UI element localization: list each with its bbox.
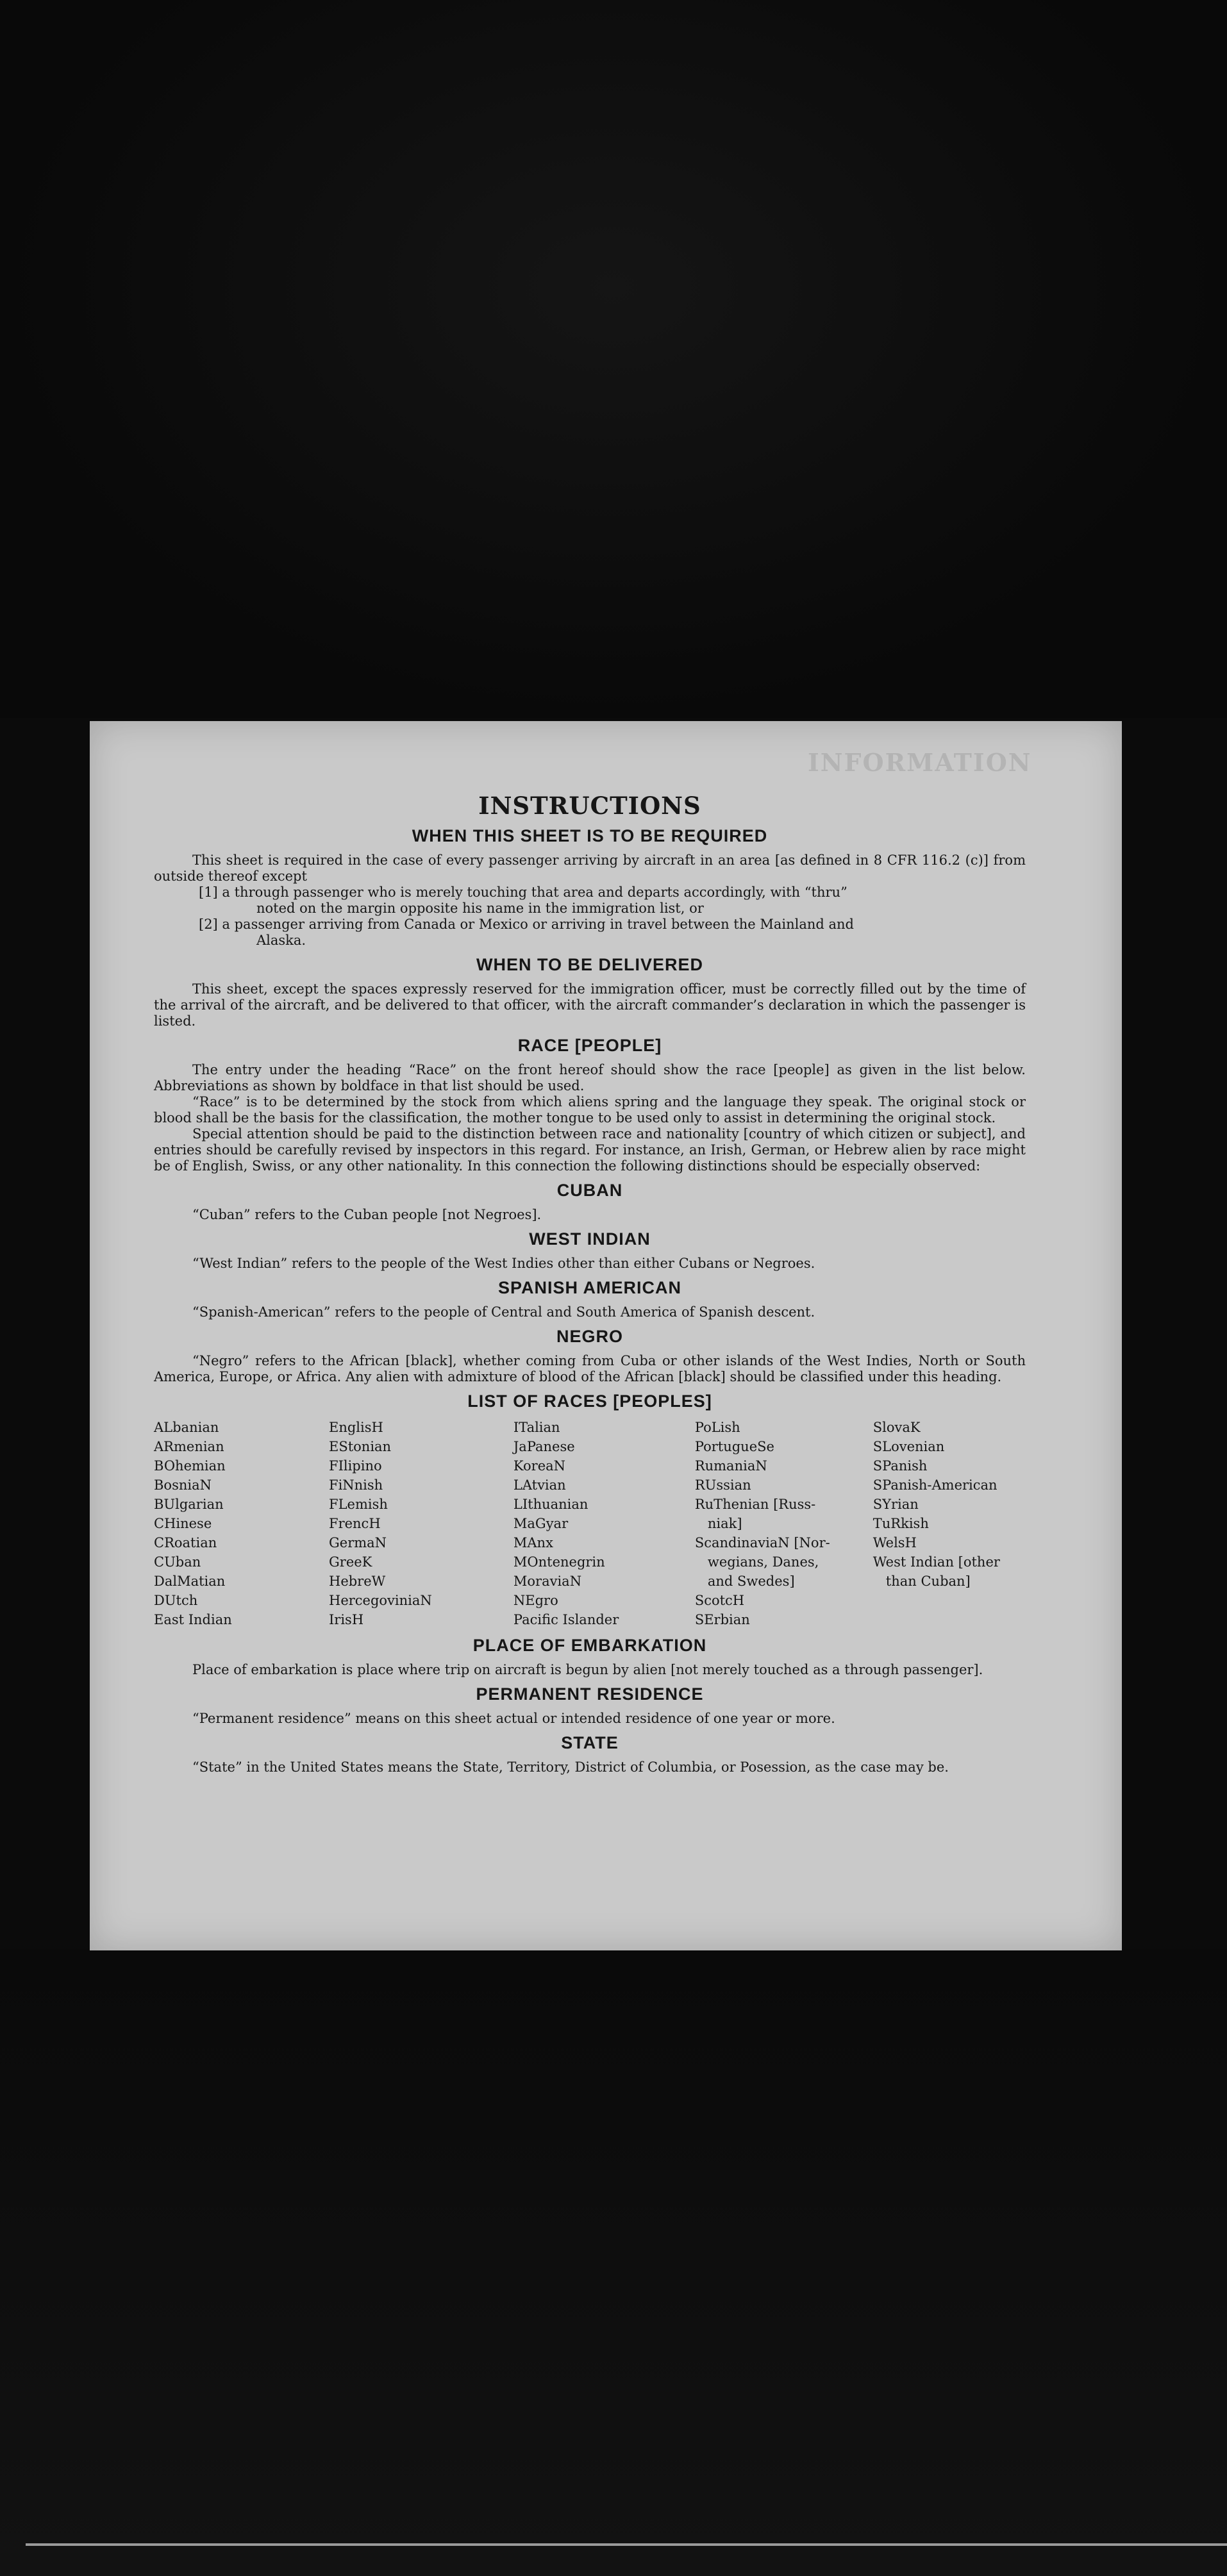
instruction-sheet bbox=[90, 721, 1122, 1950]
race-entry: FrencH bbox=[329, 1516, 381, 1531]
film-edge-line bbox=[26, 2543, 1227, 2546]
race-entry: LIthuanian bbox=[513, 1497, 588, 1512]
race-entry: HercegoviniaN bbox=[329, 1593, 432, 1608]
race-entry: ARmenian bbox=[154, 1439, 224, 1454]
race-column-1 bbox=[154, 1418, 329, 1629]
race-entry: ScandinaviaN [Nor- bbox=[694, 1535, 830, 1550]
race-entry: BUlgarian bbox=[154, 1497, 224, 1512]
race-entry: DUtch bbox=[154, 1593, 198, 1608]
race-entry: KoreaN bbox=[513, 1458, 566, 1474]
race-entry: Pacific Islander bbox=[513, 1612, 619, 1627]
page-title: INSTRUCTIONS bbox=[478, 792, 701, 820]
heading-spanish-american: SPANISH AMERICAN bbox=[497, 1278, 681, 1297]
heading-embarkation: PLACE OF EMBARKATION bbox=[472, 1636, 707, 1655]
race-entry: HebreW bbox=[329, 1574, 386, 1589]
race-entry: IrisH bbox=[329, 1612, 364, 1627]
residence-text: “Permanent residence” means on this sheet actual or intended residence of one year or more. bbox=[192, 1711, 835, 1726]
race-entry: FiNnish bbox=[329, 1477, 383, 1493]
race-entry: SYrian bbox=[872, 1497, 919, 1512]
race-entry: RumaniaN bbox=[694, 1458, 767, 1474]
race-entry: West Indian [other bbox=[872, 1554, 1000, 1570]
race-entry: TuRkish bbox=[872, 1516, 929, 1531]
state-text: “State” in the United States means the State, Territory, District of Columbia, or Posession, as the case may be. bbox=[192, 1759, 949, 1775]
race-entry: RuThenian [Russ- bbox=[694, 1497, 816, 1512]
race-entry: FIlipino bbox=[329, 1458, 382, 1474]
scan-background-top bbox=[0, 0, 1227, 718]
heading-residence: PERMANENT RESIDENCE bbox=[476, 1684, 704, 1704]
negro-text: “Negro” refers to the African [black], whether coming from Cuba or other islands of the West Indies, North or South America, Europe, or Africa. Any alien with admixture of blood of the African [black] should be classified under this heading. bbox=[154, 1353, 1026, 1384]
race-entry: SlovaK bbox=[872, 1420, 921, 1435]
sheet-content bbox=[154, 792, 1026, 1775]
race-entry: PortugueSe bbox=[694, 1439, 774, 1454]
race-entry: LAtvian bbox=[513, 1477, 566, 1493]
race-column-2 bbox=[329, 1418, 513, 1629]
cuban-text: “Cuban” refers to the Cuban people [not Negroes]. bbox=[192, 1207, 542, 1222]
race-entry: MaGyar bbox=[513, 1516, 569, 1531]
heading-state: STATE bbox=[561, 1733, 619, 1752]
race-entry: MoraviaN bbox=[513, 1574, 582, 1589]
race-entry: ScotcH bbox=[694, 1593, 745, 1608]
race-column-4 bbox=[695, 1418, 873, 1629]
race-entry: SErbian bbox=[694, 1612, 750, 1627]
race-entry: than Cuban] bbox=[872, 1574, 971, 1589]
race-paragraph-2: “Race” is to be determined by the stock from which aliens spring and the language they speak. The original stock or blood shall be the basis for the classification, the mother tongue to be used only to assist in determining the original stock. bbox=[154, 1094, 1026, 1126]
race-entry: FLemish bbox=[329, 1497, 388, 1512]
race-entry: NEgro bbox=[513, 1593, 558, 1608]
required-intro: This sheet is required in the case of every passenger arriving by aircraft in an area [as defined in 8 CFR 116.2 (c)] from outside thereof except bbox=[154, 852, 1026, 884]
race-entry: CHinese bbox=[154, 1516, 212, 1531]
race-entry: ITalian bbox=[513, 1420, 560, 1435]
exception-1: [1] a through passenger who is merely touching that area and departs accordingly, with “thru” noted on the margin opposite his name in the immigration list, or bbox=[199, 885, 847, 916]
race-entry: DalMatian bbox=[154, 1574, 226, 1589]
race-entry: EnglisH bbox=[329, 1420, 383, 1435]
heading-required: WHEN THIS SHEET IS TO BE REQUIRED bbox=[412, 826, 768, 845]
race-entry: ALbanian bbox=[154, 1420, 219, 1435]
heading-negro: NEGRO bbox=[556, 1327, 623, 1346]
race-entry: CUban bbox=[154, 1554, 201, 1570]
race-entry: BOhemian bbox=[154, 1458, 226, 1474]
race-entry: WelsH bbox=[872, 1535, 917, 1550]
race-entry: GreeK bbox=[329, 1554, 372, 1570]
race-entry: SPanish-American bbox=[872, 1477, 997, 1493]
embarkation-text: Place of embarkation is place where trip on aircraft is begun by alien [not merely touched as a through passenger]. bbox=[192, 1662, 983, 1677]
race-column-3 bbox=[513, 1418, 695, 1629]
race-entry: MOntenegrin bbox=[513, 1554, 605, 1570]
race-paragraph-3: Special attention should be paid to the distinction between race and nationality [country of which citizen or subject], and entries should be carefully revised by inspectors in this regard. For instance, an Irish, German, or Hebrew alien by race might be of English, Swiss, or any other nationality. In this connection the following distinctions should be especially observed: bbox=[154, 1126, 1026, 1174]
race-entry: RUssian bbox=[694, 1477, 751, 1493]
race-entry: SPanish bbox=[872, 1458, 928, 1474]
heading-race-list: LIST OF RACES [PEOPLES] bbox=[467, 1392, 712, 1411]
bleed-through-text: INFORMATION bbox=[808, 748, 1032, 777]
race-entry: SLovenian bbox=[872, 1439, 945, 1454]
race-entry: CRoatian bbox=[154, 1535, 217, 1550]
heading-cuban: CUBAN bbox=[556, 1181, 623, 1200]
heading-delivered: WHEN TO BE DELIVERED bbox=[476, 955, 704, 974]
race-entry: MAnx bbox=[513, 1535, 553, 1550]
race-entry: PoLish bbox=[694, 1420, 740, 1435]
west-indian-text: “West Indian” refers to the people of the West Indies other than either Cubans or Negroes. bbox=[192, 1256, 815, 1271]
spanish-american-text: “Spanish-American” refers to the people of Central and South America of Spanish descent. bbox=[192, 1304, 815, 1320]
scan-background-bottom bbox=[0, 1949, 1227, 2576]
race-entry: and Swedes] bbox=[694, 1574, 795, 1589]
race-paragraph-1: The entry under the heading “Race” on the front hereof should show the race [people] as given in the list below. Abbreviations as shown by boldface in that list should be used. bbox=[154, 1062, 1026, 1093]
race-entry: GermaN bbox=[329, 1535, 387, 1550]
race-entry: wegians, Danes, bbox=[694, 1554, 819, 1570]
race-entry: EStonian bbox=[329, 1439, 392, 1454]
race-column-5 bbox=[873, 1418, 1026, 1629]
race-entry: niak] bbox=[694, 1516, 742, 1531]
heading-race: RACE [PEOPLE] bbox=[517, 1036, 662, 1055]
exception-2: [2] a passenger arriving from Canada or Mexico or arriving in travel between the Mainland and Alaska. bbox=[199, 917, 854, 948]
delivered-text: This sheet, except the spaces expressly reserved for the immigration officer, must be correctly filled out by the time of the arrival of the aircraft, and be delivered to that officer, with the aircraft commander’s declaration in which the passenger is listed. bbox=[154, 981, 1026, 1029]
heading-west-indian: WEST INDIAN bbox=[529, 1229, 651, 1249]
race-entry: East Indian bbox=[154, 1612, 232, 1627]
race-entry: BosniaN bbox=[154, 1477, 212, 1493]
race-entry: JaPanese bbox=[513, 1439, 575, 1454]
race-list bbox=[154, 1418, 1026, 1629]
